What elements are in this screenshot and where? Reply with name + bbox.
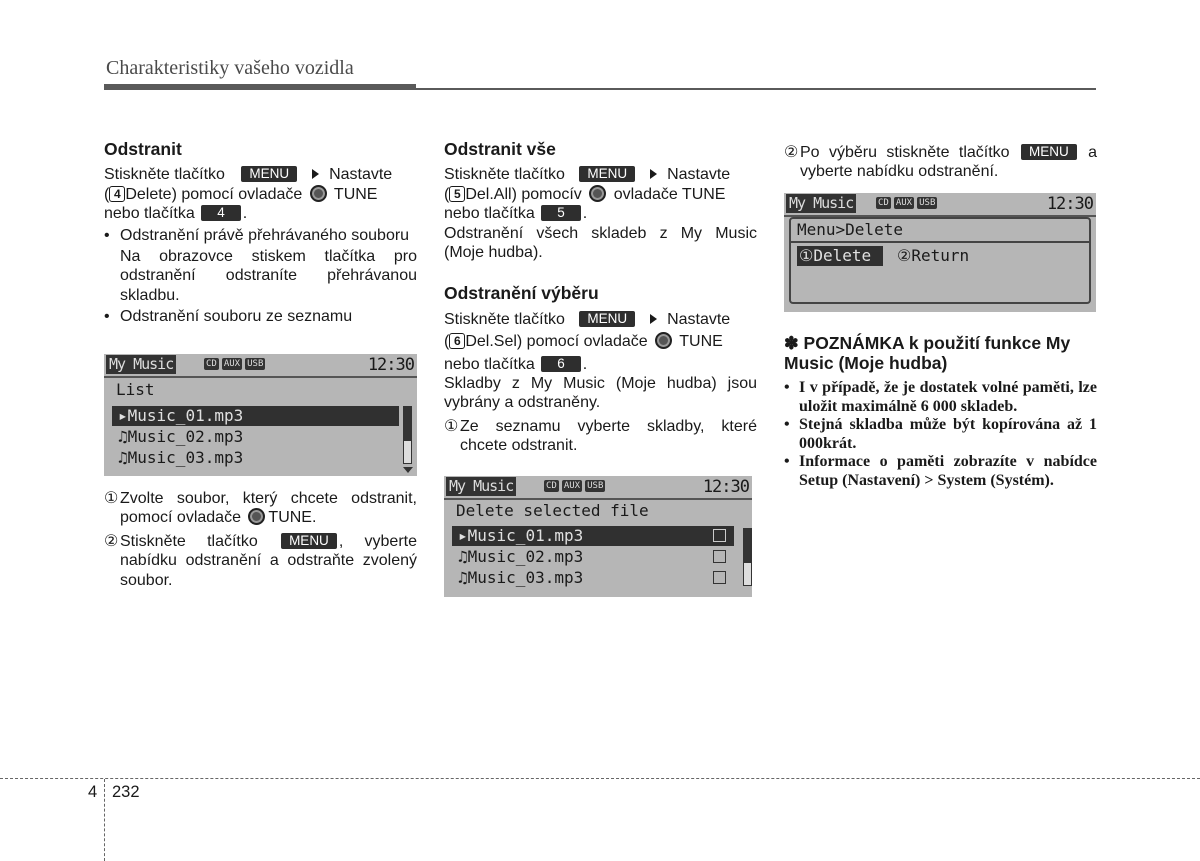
- bullet-item: [104, 226, 417, 245]
- note-item: [784, 416, 1097, 453]
- bullet: •: [104, 308, 110, 326]
- list-item[interactable]: ♫Music_03.mp3: [118, 448, 244, 467]
- source-tags: [204, 358, 268, 370]
- scrollbar-thumb[interactable]: [744, 529, 751, 563]
- instruction-line: [444, 310, 757, 329]
- usb-tag: USB: [587, 481, 604, 491]
- screen-menu-delete: [784, 193, 1096, 312]
- instruction-line: [104, 165, 417, 184]
- list-item[interactable]: ♫Music_03.mp3: [452, 568, 734, 588]
- cd-tag: CD: [878, 198, 889, 208]
- scrollbar[interactable]: [403, 406, 412, 464]
- list-item[interactable]: ♫Music_02.mp3: [452, 547, 734, 567]
- number-4-icon: 4: [109, 186, 125, 202]
- text: TUNE: [679, 333, 723, 351]
- step-text: [800, 143, 1097, 182]
- file-name: Music_02.mp3: [127, 427, 244, 446]
- arrow-icon: [312, 169, 319, 179]
- text: (: [444, 185, 450, 203]
- text: TUNE: [333, 185, 378, 203]
- instruction-line: [444, 165, 757, 184]
- menu-panel: [789, 217, 1091, 304]
- text: Po výběru stiskněte tlačítko: [800, 144, 1010, 161]
- screen-status-bar: [104, 354, 417, 378]
- menu-button-label: MENU: [241, 166, 297, 182]
- text: Del.Sel) pomocí ovladače: [465, 333, 648, 351]
- text: Nastavte: [667, 166, 731, 184]
- column-delete: [104, 140, 417, 327]
- bullet-subtext: Na obrazovce stiskem tlačítka pro odstranění odstraníte přehrávanou skladbu.: [120, 248, 417, 304]
- instruction-line: nebo tlačítka 4 .: [104, 205, 248, 223]
- note-list: [784, 379, 1097, 490]
- paragraph: Skladby z My Music (Moje hudba) jsou vybrány a odstraněny.: [444, 375, 757, 412]
- tune-knob-icon: [655, 332, 672, 349]
- text: Stiskněte tlačítko: [444, 310, 565, 328]
- bullet: •: [784, 416, 790, 433]
- file-name: Music_01.mp3: [127, 406, 244, 425]
- footer-divider: [0, 778, 1200, 779]
- clock: 12:30: [367, 355, 414, 375]
- screen-status-bar: [444, 476, 752, 500]
- aux-tag: AUX: [223, 359, 241, 369]
- checkbox[interactable]: [713, 571, 726, 584]
- menu-button-label: MENU: [579, 311, 635, 327]
- return-option[interactable]: ②Return: [897, 246, 970, 265]
- text: (: [104, 185, 110, 203]
- section-number: 4: [88, 783, 98, 801]
- section-heading-delete: Odstranit: [104, 139, 182, 159]
- file-name: Music_01.mp3: [467, 526, 584, 545]
- list-item[interactable]: ▸Music_01.mp3: [112, 406, 399, 426]
- note-text: I v případě, že je dostatek volné paměti, lze uložit maximálně 6 000 skladeb.: [799, 379, 1097, 415]
- text: a vyberte nabídku odstranění.: [800, 144, 1097, 181]
- bullet-item: [104, 307, 417, 326]
- list-item[interactable]: ♫Music_02.mp3: [118, 427, 244, 446]
- column-delete-confirm: [784, 143, 1097, 182]
- cd-tag: CD: [206, 359, 217, 369]
- text: Stiskněte tlačítko: [444, 166, 565, 184]
- note-box: [784, 333, 1097, 490]
- text: Zvolte soubor, který chcete odstranit, pomocí ovladače: [120, 490, 417, 527]
- arrow-icon: [650, 169, 657, 179]
- file-name: Music_02.mp3: [467, 547, 584, 566]
- bullet: •: [784, 379, 790, 396]
- menu-button-label: MENU: [579, 166, 635, 182]
- text: Stiskněte tlačítko: [104, 166, 225, 184]
- tune-knob-icon: [310, 185, 327, 202]
- instruction-line: [104, 185, 417, 204]
- screen-title: My Music: [786, 194, 856, 213]
- list-item[interactable]: ▸Music_01.mp3: [452, 526, 734, 546]
- text: nebo tlačítka: [444, 355, 535, 373]
- aux-tag: AUX: [563, 481, 581, 491]
- text: Delete) pomocí ovladače: [125, 185, 303, 203]
- note-text: Informace o paměti zobrazíte v nabídce Setup (Nastavení) > System (Systém).: [799, 453, 1097, 489]
- section-heading-delete-selected: Odstranění výběru: [444, 283, 599, 304]
- source-tags: [876, 197, 940, 209]
- clock: 12:30: [702, 477, 749, 497]
- text: nebo tlačítka: [444, 205, 535, 223]
- note-title: ✽ POZNÁMKA k použití funkce My Music (Moje hudba): [784, 333, 1071, 373]
- bullet-text: Odstranění právě přehrávaného souboru: [120, 226, 410, 244]
- note-item: [784, 453, 1097, 490]
- cd-tag: CD: [546, 481, 557, 491]
- tune-knob-icon: [589, 185, 606, 202]
- instruction-line: nebo tlačítka 5 .: [444, 205, 588, 223]
- step-1: [444, 417, 757, 456]
- screen-status-bar: [784, 193, 1096, 217]
- tune-knob-icon: [248, 508, 265, 525]
- text: ovladače TUNE: [613, 185, 726, 203]
- menu-button-label: MENU: [1021, 144, 1077, 160]
- text: nebo tlačítka: [104, 205, 195, 223]
- note-text: Stejná skladba může být kopírována až 1 000krát.: [799, 416, 1097, 452]
- menu-button-label: MENU: [281, 533, 337, 549]
- step-2: [104, 532, 417, 590]
- header-title: Charakteristiky vašeho vozidla: [106, 57, 354, 79]
- instruction-line: [444, 332, 757, 351]
- text: TUNE.: [268, 509, 317, 527]
- header-rule-thin: [416, 88, 1096, 90]
- step-number: ②: [104, 532, 119, 550]
- instruction-line: nebo tlačítka 6 .: [444, 355, 588, 373]
- text: Del.All) pomocív: [465, 185, 582, 203]
- delete-option[interactable]: ①Delete: [797, 246, 883, 266]
- number-5-icon: 5: [449, 186, 465, 202]
- scroll-down-icon: [403, 467, 413, 473]
- bullet: •: [784, 453, 790, 470]
- screen-delete-selected: [444, 476, 752, 597]
- footer-vertical-divider: [104, 779, 105, 861]
- arrow-icon: [650, 314, 657, 324]
- section-heading-delete-all: Odstranit vše: [444, 139, 556, 159]
- checkbox[interactable]: [713, 550, 726, 563]
- screen-title: My Music: [446, 477, 516, 496]
- screen-list: [104, 354, 417, 476]
- bullet: •: [104, 226, 110, 244]
- text: Nastavte: [329, 166, 393, 184]
- screen-title: My Music: [106, 355, 176, 374]
- text: Stiskněte tlačítko: [120, 532, 258, 550]
- checkbox[interactable]: [713, 529, 726, 542]
- number-5-button: 5: [541, 205, 581, 221]
- column-delete-steps: [104, 489, 417, 590]
- file-name: Music_03.mp3: [467, 568, 584, 587]
- column-delete-all: [444, 140, 757, 456]
- usb-tag: USB: [247, 359, 264, 369]
- clock: 12:30: [1046, 194, 1093, 214]
- step-number: ①: [104, 490, 119, 507]
- aux-tag: AUX: [895, 198, 913, 208]
- page-number: 232: [112, 783, 140, 801]
- step-2: [784, 143, 1097, 182]
- step-number: ②: [784, 144, 799, 161]
- text: (: [444, 333, 450, 351]
- screen-subtitle: Menu>Delete: [797, 220, 903, 239]
- text: Nastavte: [667, 310, 731, 328]
- scrollbar-thumb[interactable]: [404, 407, 411, 441]
- bullet-text: Odstranění souboru ze seznamu: [120, 308, 353, 326]
- step-number: ①: [444, 417, 459, 435]
- step-text: [120, 532, 417, 590]
- menu-divider: [791, 241, 1089, 243]
- step-text: [120, 489, 417, 528]
- instruction-line: [444, 185, 757, 204]
- step-1: [104, 489, 417, 528]
- usb-tag: USB: [919, 198, 936, 208]
- text: , vyberte nabídku odstranění a odstraňte zvolený soubor.: [120, 532, 417, 589]
- header-rule: [104, 84, 416, 90]
- number-6-icon: 6: [449, 333, 465, 349]
- number-6-button: 6: [541, 356, 581, 372]
- paragraph: Odstranění všech skladeb z My Music (Moje hudba).: [444, 224, 757, 262]
- step-text: Ze seznamu vyberte skladby, které chcete odstranit.: [460, 417, 757, 455]
- source-tags: [544, 480, 608, 492]
- note-item: [784, 379, 1097, 416]
- file-name: Music_03.mp3: [127, 448, 244, 467]
- screen-subtitle: Delete selected file: [456, 501, 649, 520]
- screen-subtitle: List: [116, 380, 155, 399]
- number-4-button: 4: [201, 205, 241, 221]
- scrollbar[interactable]: [743, 528, 752, 586]
